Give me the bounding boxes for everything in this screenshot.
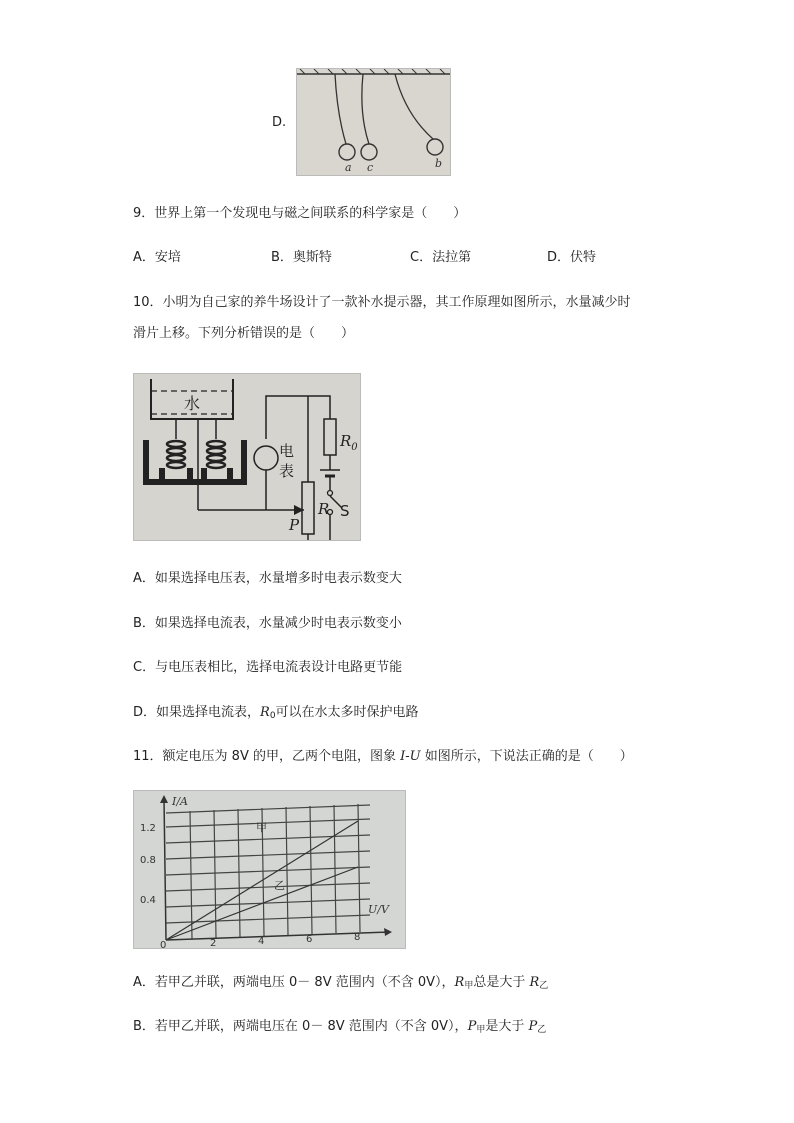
r0-subscript: 0 [351,442,358,453]
iu-graph [134,791,405,948]
q10-option-d [133,704,419,725]
q10-option-d-sub: 0 [269,711,276,721]
q10-stem-line1: 10．小明为自己家的养牛场设计了一款补水提示器，其工作原理如图所示，水量减少时 [133,295,631,310]
x-tick-4: 4 [258,936,265,947]
meter-label-1: 电 [279,442,295,460]
r0-letter: R [340,432,352,450]
q11-option-a-text: A．若甲乙并联，两端电压 0－ 8V 范围内（不含 0V）， [133,975,455,990]
q11-stem-var: I-U [400,749,421,764]
q11-option-a-mid: 总是大于 [473,975,530,990]
circuit-drawing [134,374,360,540]
pendulum-figure [296,68,451,176]
r-label: R [318,500,330,518]
r0-label [339,432,358,453]
q9-option-b: B．奥斯特 [271,250,332,265]
line-yi-label: 乙 [274,879,285,892]
q11-stem [133,748,633,766]
q10-option-d-suffix: 可以在水太多时保护电路 [275,705,419,720]
q11-option-a [133,974,548,995]
q11-stem-prefix: 11．额定电压为 8V 的甲，乙两个电阻，图象 [133,749,401,764]
q10-option-d-var: R [260,705,270,720]
q11-option-a-var1: R [454,975,465,990]
x-tick-8: 8 [354,932,361,943]
q9-stem: 9．世界上第一个发现电与磁之间联系的科学家是（ ） [133,206,467,221]
q11-option-b-sub2: 乙 [537,1025,547,1035]
q11-option-a-sub1: 甲 [464,981,474,991]
q11-option-b-sub1: 甲 [476,1025,486,1035]
q9-option-a: A．安培 [133,250,181,265]
y-tick-0-4: 0.4 [140,895,156,906]
label-c: c [367,161,374,174]
line-jia-label: 甲 [256,821,267,834]
switch-label: S [340,502,350,520]
q11-option-b-var1: P [467,1019,477,1034]
label-b: b [435,157,443,170]
q9-option-c: C．法拉第 [410,250,472,265]
q10-option-d-prefix: D．如果选择电流表， [133,705,261,720]
q11-option-b-var2: P [528,1019,538,1034]
q11-stem-suffix: 如图所示，下说法正确的是（ ） [420,749,633,764]
q11-option-b-text: B．若甲乙并联，两端电压在 0－ 8V 范围内（不含 0V）， [133,1019,468,1034]
option-d-label: D. [272,115,287,130]
q10-option-a: A．如果选择电压表，水量增多时电表示数变大 [133,571,402,586]
q11-option-b-mid: 是大于 [485,1019,529,1034]
y-axis-label: I/A [172,795,188,808]
water-label: 水 [184,394,201,413]
q9-option-d: D．伏特 [547,250,597,265]
pendulum-drawing [297,69,450,175]
q11-option-a-var2: R [529,975,540,990]
q11-option-a-sub2: 乙 [539,981,549,991]
y-tick-1-2: 1.2 [140,823,156,834]
x-tick-6: 6 [306,934,313,945]
label-a: a [345,161,352,174]
x-tick-0: 0 [160,940,167,948]
iu-graph-figure [133,790,406,949]
q10-option-b: B．如果选择电流表，水量减少时电表示数变小 [133,616,402,631]
q10-stem-line2: 滑片上移。下列分析错误的是（ ） [133,326,355,341]
q10-option-c: C．与电压表相比，选择电流表设计电路更节能 [133,660,403,675]
p-label: P [289,516,300,534]
meter-label-2: 表 [279,462,295,480]
y-tick-0-8: 0.8 [140,855,156,866]
q11-option-b [133,1018,546,1039]
x-tick-2: 2 [210,938,217,948]
x-axis-label: U/V [368,903,389,916]
circuit-figure [133,373,361,541]
